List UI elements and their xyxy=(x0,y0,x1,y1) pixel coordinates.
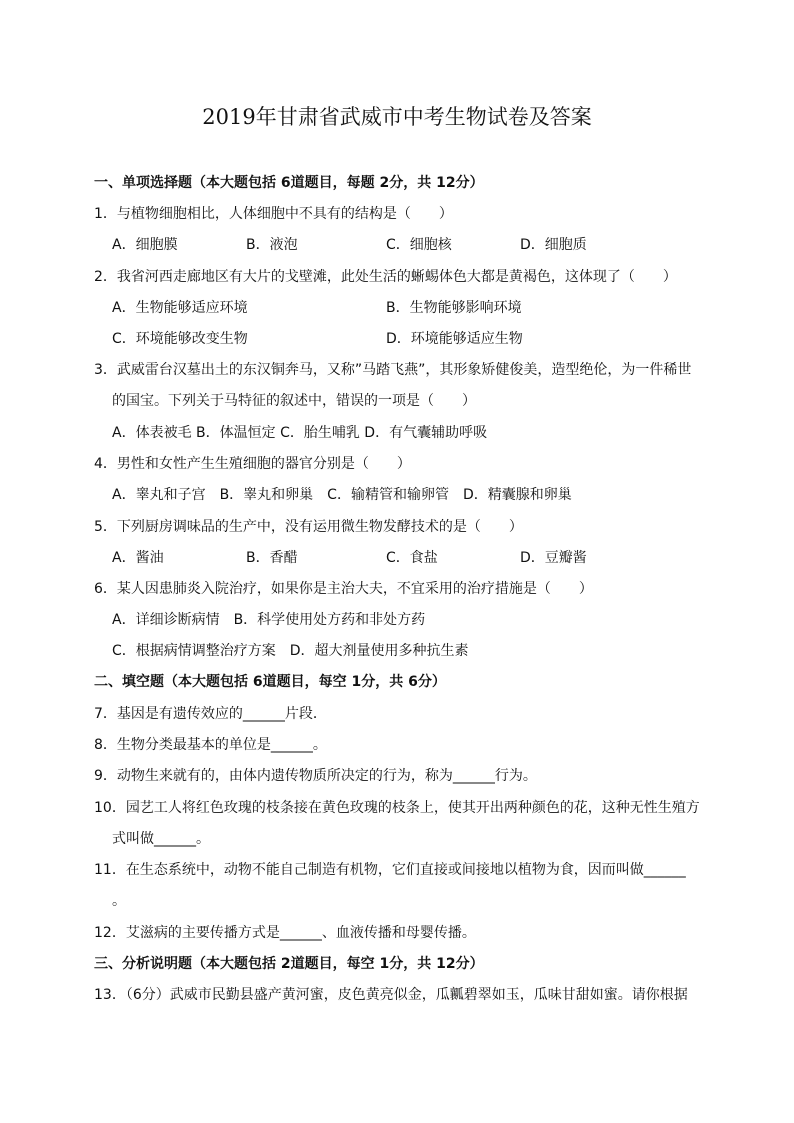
question-8: 8．生物分类最基本的单位是______。 xyxy=(94,737,327,753)
question-4-options: A．睾丸和子宫 B．睾丸和卵巢 C．输精管和输卵管 D．精囊腺和卵巢 xyxy=(112,487,572,503)
question-5-stem: 5．下列厨房调味品的生产中，没有运用微生物发酵技术的是（ ） xyxy=(94,519,523,535)
question-5-option-c: C．食盐 xyxy=(386,550,438,566)
question-9: 9．动物生来就有的，由体内遗传物质所决定的行为，称为______行为。 xyxy=(94,768,537,784)
question-11-line-2: 。 xyxy=(112,893,126,909)
question-3-stem-line-2: 的国宝。下列关于马特征的叙述中，错误的一项是（ ） xyxy=(112,393,476,409)
question-2-option-c: C．环境能够改变生物 xyxy=(112,331,248,347)
question-2-option-b: B．生物能够影响环境 xyxy=(386,300,522,316)
question-3-options: A．体表被毛 B．体温恒定 C．胎生哺乳 D．有气囊辅助呼吸 xyxy=(112,425,488,441)
question-3-stem-line-1: 3．武威雷台汉墓出土的东汉铜奔马，又称”马踏飞燕”，其形象矫健俊美，造型绝伦，为一件稀世 xyxy=(94,362,692,378)
question-1-option-d: D．细胞质 xyxy=(520,237,587,253)
question-1-option-b: B．液泡 xyxy=(246,237,298,253)
question-11-line-1: 11．在生态系统中，动物不能自己制造有机物，它们直接或间接地以植物为食，因而叫做______ xyxy=(94,862,686,878)
question-6-options-ab: A．详细诊断病情 B．科学使用处方药和非处方药 xyxy=(112,612,426,628)
question-2-stem: 2．我省河西走廊地区有大片的戈壁滩，此处生活的蜥蜴体色大都是黄褐色，这体现了（ ） xyxy=(94,269,677,285)
section-heading-fill-blank: 二、填空题（本大题包括 6道题目，每空 1分，共 6分） xyxy=(94,674,446,690)
question-13-stem: 13．（6分）武威市民勤县盛产黄河蜜，皮色黄亮似金，瓜瓤碧翠如玉，瓜味甘甜如蜜。请你根据 xyxy=(94,987,688,1003)
question-12: 12．艾滋病的主要传播方式是______、血液传播和母婴传播。 xyxy=(94,925,476,941)
document-title: 2019年甘肃省武威市中考生物试卷及答案 xyxy=(202,105,592,129)
question-4-stem: 4．男性和女性产生生殖细胞的器官分别是（ ） xyxy=(94,456,411,472)
question-6-stem: 6．某人因患肺炎入院治疗，如果你是主治大夫，不宜采用的治疗措施是（ ） xyxy=(94,581,593,597)
question-6-options-cd: C．根据病情调整治疗方案 D．超大剂量使用多种抗生素 xyxy=(112,643,469,659)
question-2-option-a: A．生物能够适应环境 xyxy=(112,300,248,316)
question-5-option-b: B．香醋 xyxy=(246,550,298,566)
question-1-option-c: C．细胞核 xyxy=(386,237,452,253)
question-5-option-a: A．酱油 xyxy=(112,550,164,566)
question-2-option-d: D．环境能够适应生物 xyxy=(386,331,523,347)
question-5-option-d: D．豆瓣酱 xyxy=(520,550,587,566)
question-1-stem: 1．与植物细胞相比，人体细胞中不具有的结构是（ ） xyxy=(94,206,453,222)
section-heading-multiple-choice: 一、单项选择题（本大题包括 6道题目，每题 2分，共 12分） xyxy=(94,175,484,191)
section-heading-analysis: 三、分析说明题（本大题包括 2道题目，每空 1分，共 12分） xyxy=(94,956,484,972)
question-7: 7．基因是有遗传效应的______片段． xyxy=(94,706,327,722)
question-1-option-a: A．细胞膜 xyxy=(112,237,178,253)
question-10-line-2: 式叫做______。 xyxy=(112,831,210,847)
question-10-line-1: 10．园艺工人将红色玫瑰的枝条接在黄色玫瑰的枝条上，使其开出两种颜色的花，这种无性生殖方 xyxy=(94,800,700,816)
